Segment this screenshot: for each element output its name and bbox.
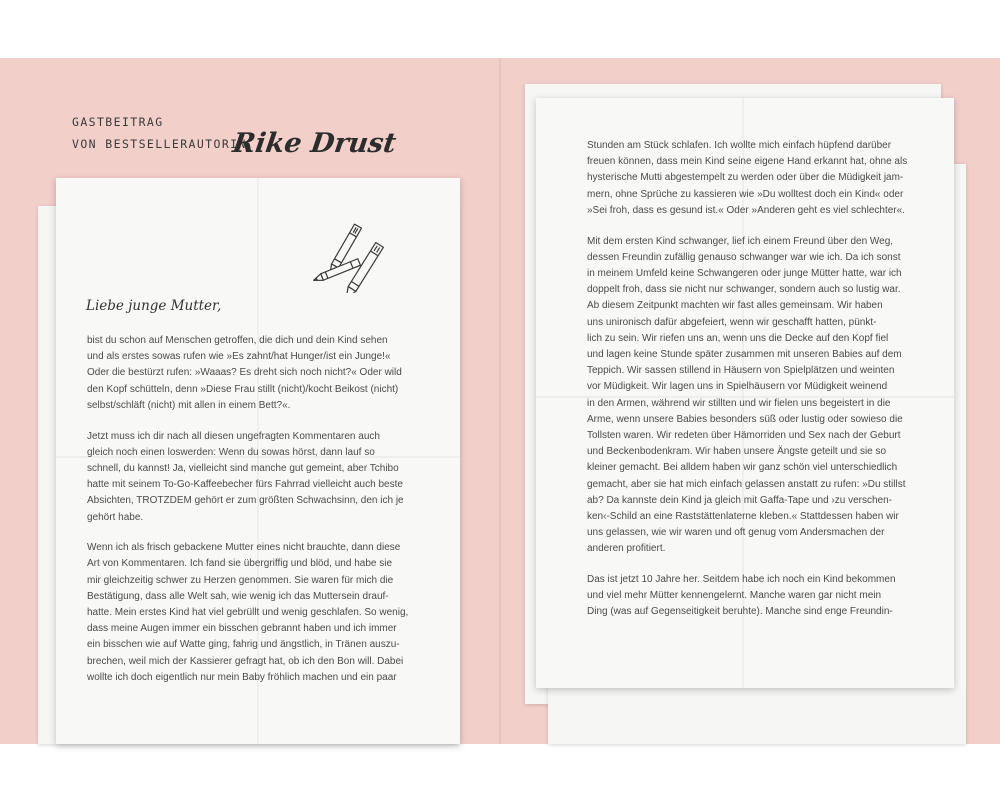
kicker-line-2: VON BESTSELLERAUTORIN [72, 137, 247, 151]
left-paragraph-1: bist du schon auf Menschen getroffen, die dich und dein Kind sehen und als erstes sowas rufen wie »Es zahnt/hat Hunger/ist ein Junge!« Oder die bestürzt rufen: »Waaas? Es dreht sich noch nicht?« Oder wild den Kopf schütteln, denn »Diese Frau stillt (nicht)/kocht Beikost (nicht) selbst/schläft (nicht) mit allen in einem Bett?«. [87, 335, 402, 411]
crossed-pencils-icon [310, 211, 400, 293]
left-paragraph-3: Wenn ich als frisch gebackene Mutter eines nicht brauchte, dann diese Art von Kommentaren. Ich fand sie übergriffig und blöd, und habe sie mir gleichzeitig schwer zu Herzen genommen. Sie waren für mich die Bestätigung, dass alle Welt sah, wie wenig ich das Muttersein drauf- hatte. Mein erstes Kind hat viel gebrüllt und wenig geschlafen. So wenig, dass meine Augen immer ein bisschen gebrannt haben und ich immer ein bisschen wie auf Watte ging, fahrig und ängstlich, in Tränen auszu- brechen, weil mich der Kassierer gefragt hat, ob ich den Bon will. Dabei wollte ich doch eigentlich nur mein Baby fröhlich machen und ein paar [87, 542, 409, 683]
letter-salutation: Liebe junge Mutter, [86, 298, 222, 314]
article-kicker [72, 111, 247, 155]
right-paragraph-2: Mit dem ersten Kind schwanger, lief ich einem Freund über den Weg, dessen Freundin zufällig genauso schwanger war wie ich. Da ich sonst in meinem Umfeld keine Schwangeren oder junge Mütter hatte, war ich doppelt froh, dass sie nicht nur schwanger, sondern auch so lustig war. Ab diesem Zeitpunkt machten wir fast alles gemeinsam. Wir haben uns unironisch dafür abgefeiert, wenn wir geschafft hatten, pünkt- lich zu sein. Wir riefen uns an, wenn uns die Decke auf den Kopf fiel und lagen keine Stunde später zusammen mit unseren Babies auf dem Teppich. Wir sassen stillend in Häusern von Spielplätzen und weinten vor Müdigkeit. Wir lagen uns in Spielhäusern vor Müdigkeit weinend in den Armen, während wir stillten und wir fielen uns begeistert in die Arme, wenn unsere Babies besonders süß oder lustig oder sowieso die Tollsten waren. Wir redeten über Hämorriden und Sex nach der Geburt und Beckenbodenkram. Wir haben unsere Ängste geteilt und sie so kleiner gemacht. Bei alldem haben wir ganz schön viel unterschiedlich gemacht, aber sie hat mich einfach gelassen anstatt zu rufen: »Du stillst ab? Da kannste dein Kind ja gleich mit Gaffa-Tape und ›zu verschen- ken‹-Schild an eine Raststättenlaterne kleben.« Stattdessen haben wir uns gelassen, wie wir waren und oft genug vom Andersmachen der anderen profitiert. [587, 235, 906, 555]
page-gutter [499, 58, 501, 744]
left-letter-body [87, 333, 432, 701]
author-name: Rike Drust [230, 128, 399, 159]
right-letter-body [587, 138, 927, 635]
right-paragraph-1: Stunden am Stück schlafen. Ich wollte mich einfach hüpfend darüber freuen können, dass mein Kind seine eigene Hand erkannt hat, ohne als hysterische Mutti abgestempelt zu werden oder über die Müdigkeit jam- mern, ohne Sprüche zu kassieren wie »Du wolltest doch ein Kind« oder »Sei froh, dass es gesund ist.« Oder »Anderen geht es viel schlechter«. [587, 140, 908, 216]
right-paragraph-3: Das ist jetzt 10 Jahre her. Seitdem habe ich noch ein Kind bekommen und viel mehr Mütter kennengelernt. Manche waren gar nicht mein Ding (was auf Gegenseitigkeit beruhte). Manche sind enge Freundin- [587, 574, 896, 618]
magazine-spread [0, 58, 1000, 744]
kicker-line-1: GASTBEITRAG [72, 115, 164, 129]
left-paragraph-2: Jetzt muss ich dir nach all diesen ungefragten Kommentaren auch gleich noch einen loswerden: Wenn du sowas hörst, dann lauf so schnell, du kannst! Ja, vielleicht sind manche gut gemeint, aber Tchibo hatte mit seinem To-Go-Kaffeebecher fürs Fahrrad vielleicht auch beste Absichten, TROTZDEM gehört er zum größten Schwachsinn, den ich je gehört habe. [87, 430, 404, 523]
